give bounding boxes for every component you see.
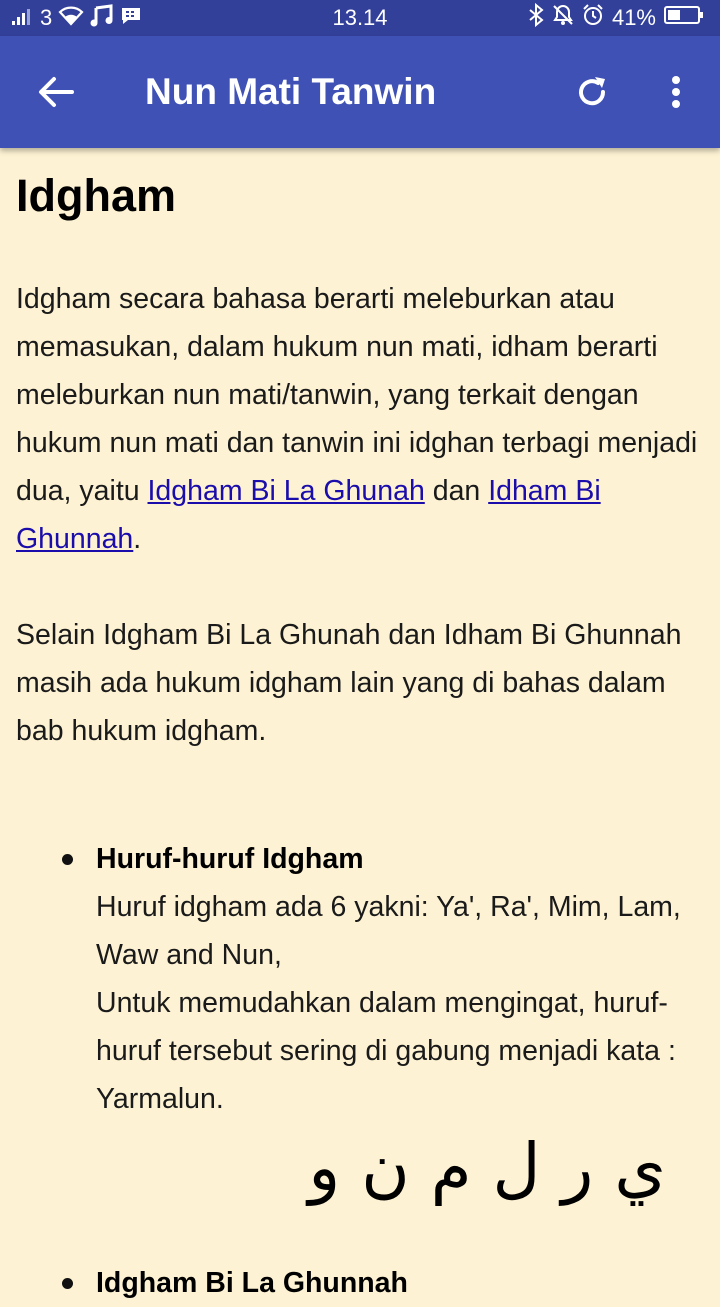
article-content[interactable] xyxy=(0,148,720,1299)
list-item-title: Huruf-huruf Idgham xyxy=(96,843,364,875)
list-item-text: Huruf idgham ada 6 yakni: Ya', Ra', Mim, Lam, Waw and Nun, xyxy=(96,891,681,971)
article-heading: Idgham xyxy=(16,170,177,221)
app-bar-title: Nun Mati Tanwin xyxy=(145,71,437,112)
list-item-title: Idgham Bi La Ghunnah xyxy=(96,1267,408,1299)
list-item xyxy=(0,835,696,1219)
list-item-text: Untuk memudahkan dalam mengingat, huruf-huruf tersebut sering di gabung menjadi kata : Yarmalun. xyxy=(96,987,676,1115)
battery-percent: 41% xyxy=(611,5,656,30)
arabic-letters: ي ر ل م ن و xyxy=(308,1129,666,1206)
bluetooth-icon xyxy=(528,4,544,32)
intro-text: Idgham secara bahasa berarti meleburkan atau memasukan, dalam hukum nun mati, idham berarti meleburkan nun mati/tanwin, yang terkait dengan hukum nun mati dan tanwin ini idghan terbagi menjadi dua, yaitu xyxy=(16,283,698,507)
second-paragraph: Selain Idgham Bi La Ghunah dan Idham Bi Ghunnah masih ada hukum idgham lain yang di bahas dalam bab hukum idgham. xyxy=(16,619,682,747)
topic-list xyxy=(0,835,720,1307)
more-options-button[interactable] xyxy=(644,60,708,124)
intro-paragraph xyxy=(16,275,706,563)
signal-carrier-label: 3 xyxy=(40,5,53,30)
status-right-icons xyxy=(528,0,704,36)
list-item xyxy=(0,1259,696,1307)
intro-end: . xyxy=(133,523,142,555)
back-button[interactable] xyxy=(24,60,88,124)
status-bar xyxy=(0,0,720,36)
link-idham-bi-ghunnah[interactable]: Idham Bi Ghunnah xyxy=(16,475,601,555)
link-idgham-bi-la-ghunah[interactable]: Idgham Bi La Ghunah xyxy=(147,475,425,507)
refresh-button[interactable] xyxy=(560,60,624,124)
bullet-icon xyxy=(62,1278,73,1289)
notification-off-icon xyxy=(552,4,574,32)
intro-connector: dan xyxy=(424,475,489,507)
bullet-icon xyxy=(62,854,73,865)
alarm-icon xyxy=(582,4,604,32)
arrow-left-icon xyxy=(38,76,74,108)
battery-icon xyxy=(664,5,704,31)
more-vert-icon xyxy=(670,75,682,109)
app-bar xyxy=(0,36,720,148)
status-time: 13.14 xyxy=(332,5,388,30)
refresh-icon xyxy=(574,74,610,110)
